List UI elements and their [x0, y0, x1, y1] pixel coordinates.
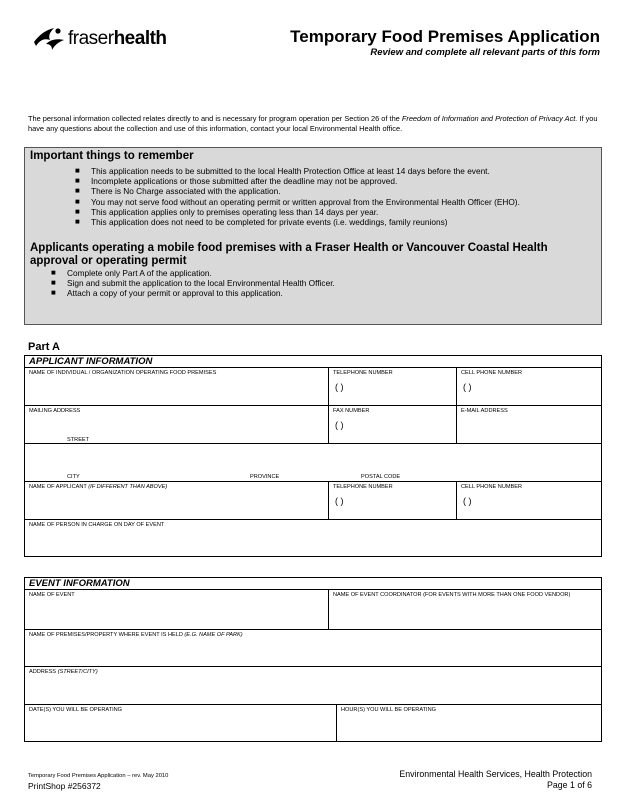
applicant-row-4	[25, 482, 601, 520]
privacy-text-2: If you have any questions about the collection and use of this information, contact your local Environmental Health office.	[28, 114, 598, 133]
mobile-list	[51, 268, 335, 299]
applicant-cell-phone-field[interactable]: CELL PHONE NUMBER ( )	[456, 482, 601, 519]
event-grid	[24, 589, 602, 742]
operator-name-field[interactable]: NAME OF INDIVIDUAL / ORGANIZATION OPERATING FOOD PREMISES	[29, 370, 217, 376]
mobile-heading: Applicants operating a mobile food premises with a Fraser Health or Vancouver Coastal Health approval or operating permit	[30, 242, 548, 267]
event-row-4	[25, 705, 601, 741]
applicant-row-1	[25, 368, 601, 406]
event-row-1	[25, 590, 601, 630]
applicant-grid	[24, 367, 602, 557]
province-label: PROVINCE	[250, 474, 280, 480]
cell-phone-field[interactable]: CELL PHONE NUMBER ( )	[456, 368, 601, 405]
list-item: ■ There is No Charge associated with the application.	[75, 186, 281, 197]
mailing-address-field[interactable]: MAILING ADDRESS STREET	[29, 408, 90, 443]
fax-field[interactable]: FAX NUMBER ( )	[328, 406, 456, 443]
privacy-notice	[28, 114, 602, 134]
list-item: ■ This application applies only to premises operating less than 14 days per year.	[75, 206, 379, 217]
applicant-telephone-field[interactable]: TELEPHONE NUMBER ( )	[328, 482, 456, 519]
street-label: STREET	[67, 437, 90, 443]
event-name-field[interactable]: NAME OF EVENT	[29, 592, 75, 598]
footer-printshop: PrintShop #256372	[28, 781, 101, 791]
logo-prefix: fraser	[68, 28, 114, 49]
fraser-health-emblem-icon	[32, 24, 66, 52]
person-in-charge-field[interactable]: NAME OF PERSON IN CHARGE ON DAY OF EVENT	[29, 522, 165, 528]
list-item: ■ Incomplete applications or those submitted after the deadline may not be approved.	[75, 176, 398, 187]
event-section-title: EVENT INFORMATION	[29, 578, 130, 589]
list-item: ■ Attach a copy of your permit or approval to this application.	[51, 288, 283, 299]
important-notice-box	[24, 147, 602, 325]
postal-code-label: POSTAL CODE	[361, 474, 401, 480]
form-title: Temporary Food Premises Application	[290, 27, 600, 46]
list-item: ■ This application does not need to be completed for private events (i.e. weddings, family reunions)	[75, 216, 448, 227]
event-address-field[interactable]: ADDRESS (STREET/CITY)	[25, 667, 601, 705]
footer-department: Environmental Health Services, Health Protection	[399, 769, 592, 779]
logo-wordmark	[68, 28, 167, 50]
list-item: ■ You may not serve food without an operating permit or written approval from the Environmental Health Officer (EHO).	[75, 196, 520, 207]
form-subtitle: Review and complete all relevant parts of this form	[370, 47, 600, 58]
applicant-row-3[interactable]	[25, 444, 601, 482]
footer-form-name: Temporary Food Premises Application – rev. May 2010	[28, 773, 169, 779]
city-label: CITY	[67, 474, 80, 480]
applicant-section-title: APPLICANT INFORMATION	[29, 356, 153, 367]
important-list	[75, 166, 520, 227]
operating-dates-field[interactable]: DATE(S) YOU WILL BE OPERATING	[29, 707, 123, 713]
operating-hours-field[interactable]: HOUR(S) YOU WILL BE OPERATING	[336, 705, 601, 741]
list-item: ■ Complete only Part A of the application.	[51, 268, 212, 278]
logo-suffix: health	[113, 28, 167, 49]
list-item: ■ This application needs to be submitted to the local Health Protection Office at least 14 days before the event.	[75, 166, 490, 176]
privacy-text-1: The personal information collected relates directly to and is necessary for program operation per Section 26 of the	[28, 114, 402, 123]
fraser-health-logo	[32, 24, 167, 54]
premises-name-field[interactable]: NAME OF PREMISES/PROPERTY WHERE EVENT IS HELD (E.G. NAME OF PARK)	[25, 630, 601, 667]
list-item: ■ Sign and submit the application to the local Environmental Health Officer.	[51, 278, 335, 289]
telephone-field[interactable]: TELEPHONE NUMBER ( )	[328, 368, 456, 405]
part-a-label: Part A	[28, 341, 60, 353]
applicant-name-field[interactable]: NAME OF APPLICANT (IF DIFFERENT THAN ABOVE)	[29, 484, 168, 490]
footer-page-number: Page 1 of 6	[547, 780, 592, 790]
important-heading: Important things to remember	[30, 150, 194, 162]
privacy-act-name: Freedom of Information and Protection of Privacy Act.	[401, 114, 578, 123]
event-coordinator-field[interactable]: NAME OF EVENT COORDINATOR (FOR EVENTS WITH MORE THAN ONE FOOD VENDOR)	[328, 590, 601, 629]
applicant-row-2	[25, 406, 601, 444]
email-field[interactable]: E-MAIL ADDRESS	[456, 406, 601, 443]
